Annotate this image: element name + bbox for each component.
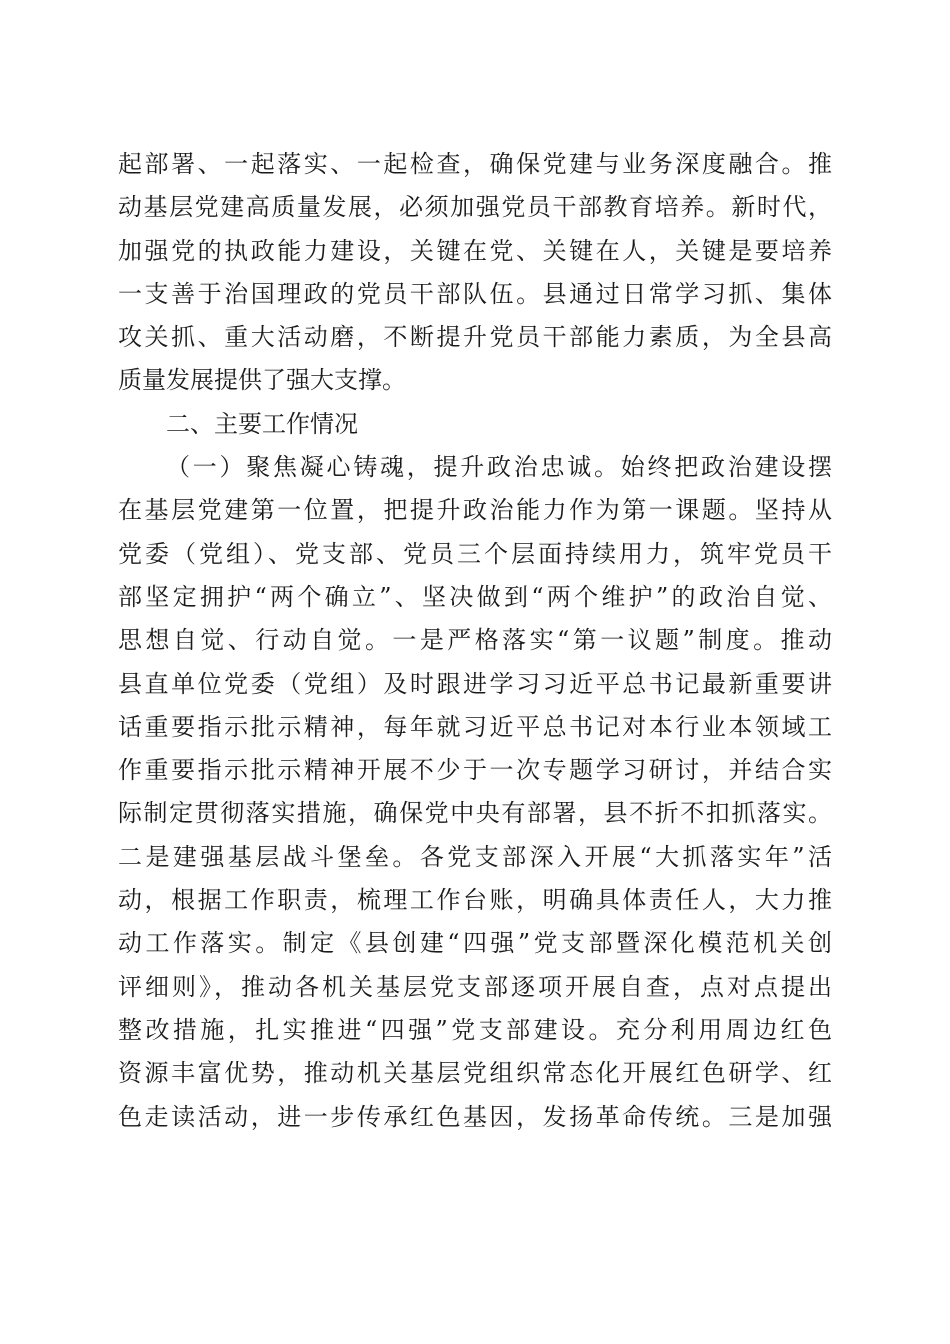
paragraph-line: 二是建强基层战斗堡垒。各党支部深入开展“大抓落实年”活 xyxy=(118,842,832,871)
body-text xyxy=(118,143,832,1139)
paragraph-line: 评细则》，推动各机关基层党支部逐项开展自查，点对点提出 xyxy=(118,972,832,1001)
paragraph-line: 部坚定拥护“两个确立”、坚决做到“两个维护”的政治自觉、 xyxy=(118,582,832,611)
paragraph-line: 作重要指示批示精神开展不少于一次专题学习研讨，并结合实 xyxy=(118,756,832,785)
paragraph-line: 起部署、一起落实、一起检查，确保党建与业务深度融合。推 xyxy=(118,150,832,178)
paragraph-line: 动基层党建高质量发展，必须加强党员干部教育培养。新时代， xyxy=(118,193,832,222)
paragraph-line: 加强党的执政能力建设，关键在党、关键在人，关键是要培养 xyxy=(118,236,832,265)
paragraph-line: 动工作落实。制定《县创建“四强”党支部暨深化模范机关创 xyxy=(118,929,832,958)
paragraph-line: 整改措施，扎实推进“四强”党支部建设。充分利用周边红色 xyxy=(118,1015,832,1044)
paragraph-line: 在基层党建第一位置，把提升政治能力作为第一课题。坚持从 xyxy=(118,496,832,525)
paragraph-line: 县直单位党委（党组）及时跟进学习习近平总书记最新重要讲 xyxy=(118,669,832,698)
subsection-heading: （一）聚焦凝心铸魂，提升政治忠诚。 xyxy=(166,453,621,482)
section-heading: 二、主要工作情况 xyxy=(166,409,358,438)
subsection-first-line xyxy=(118,446,832,489)
paragraph-line: 党委（党组）、党支部、党员三个层面持续用力，筑牢党员干 xyxy=(118,539,832,568)
paragraph-line: 攻关抓、重大活动磨，不断提升党员干部能力素质，为全县高 xyxy=(118,323,832,352)
paragraph-line: 资源丰富优势，推动机关基层党组织常态化开展红色研学、红 xyxy=(118,1059,832,1088)
paragraph-line: 动，根据工作职责，梳理工作台账，明确具体责任人，大力推 xyxy=(118,886,832,915)
paragraph-line: 一支善于治国理政的党员干部队伍。县通过日常学习抓、集体 xyxy=(118,279,832,308)
paragraph-line: 思想自觉、行动自觉。一是严格落实“第一议题”制度。推动 xyxy=(118,626,832,655)
paragraph-line: 际制定贯彻落实措施，确保党中央有部署，县不折不扣抓落实。 xyxy=(118,799,832,828)
paragraph-line: 话重要指示批示精神，每年就习近平总书记对本行业本领域工 xyxy=(118,712,832,741)
paragraph-line: 色走读活动，进一步传承红色基因，发扬革命传统。三是加强 xyxy=(118,1102,832,1131)
subsection-first-line-text: 始终把政治建设摆 xyxy=(620,453,832,482)
paragraph-line: 质量发展提供了强大支撑。 xyxy=(118,366,406,395)
